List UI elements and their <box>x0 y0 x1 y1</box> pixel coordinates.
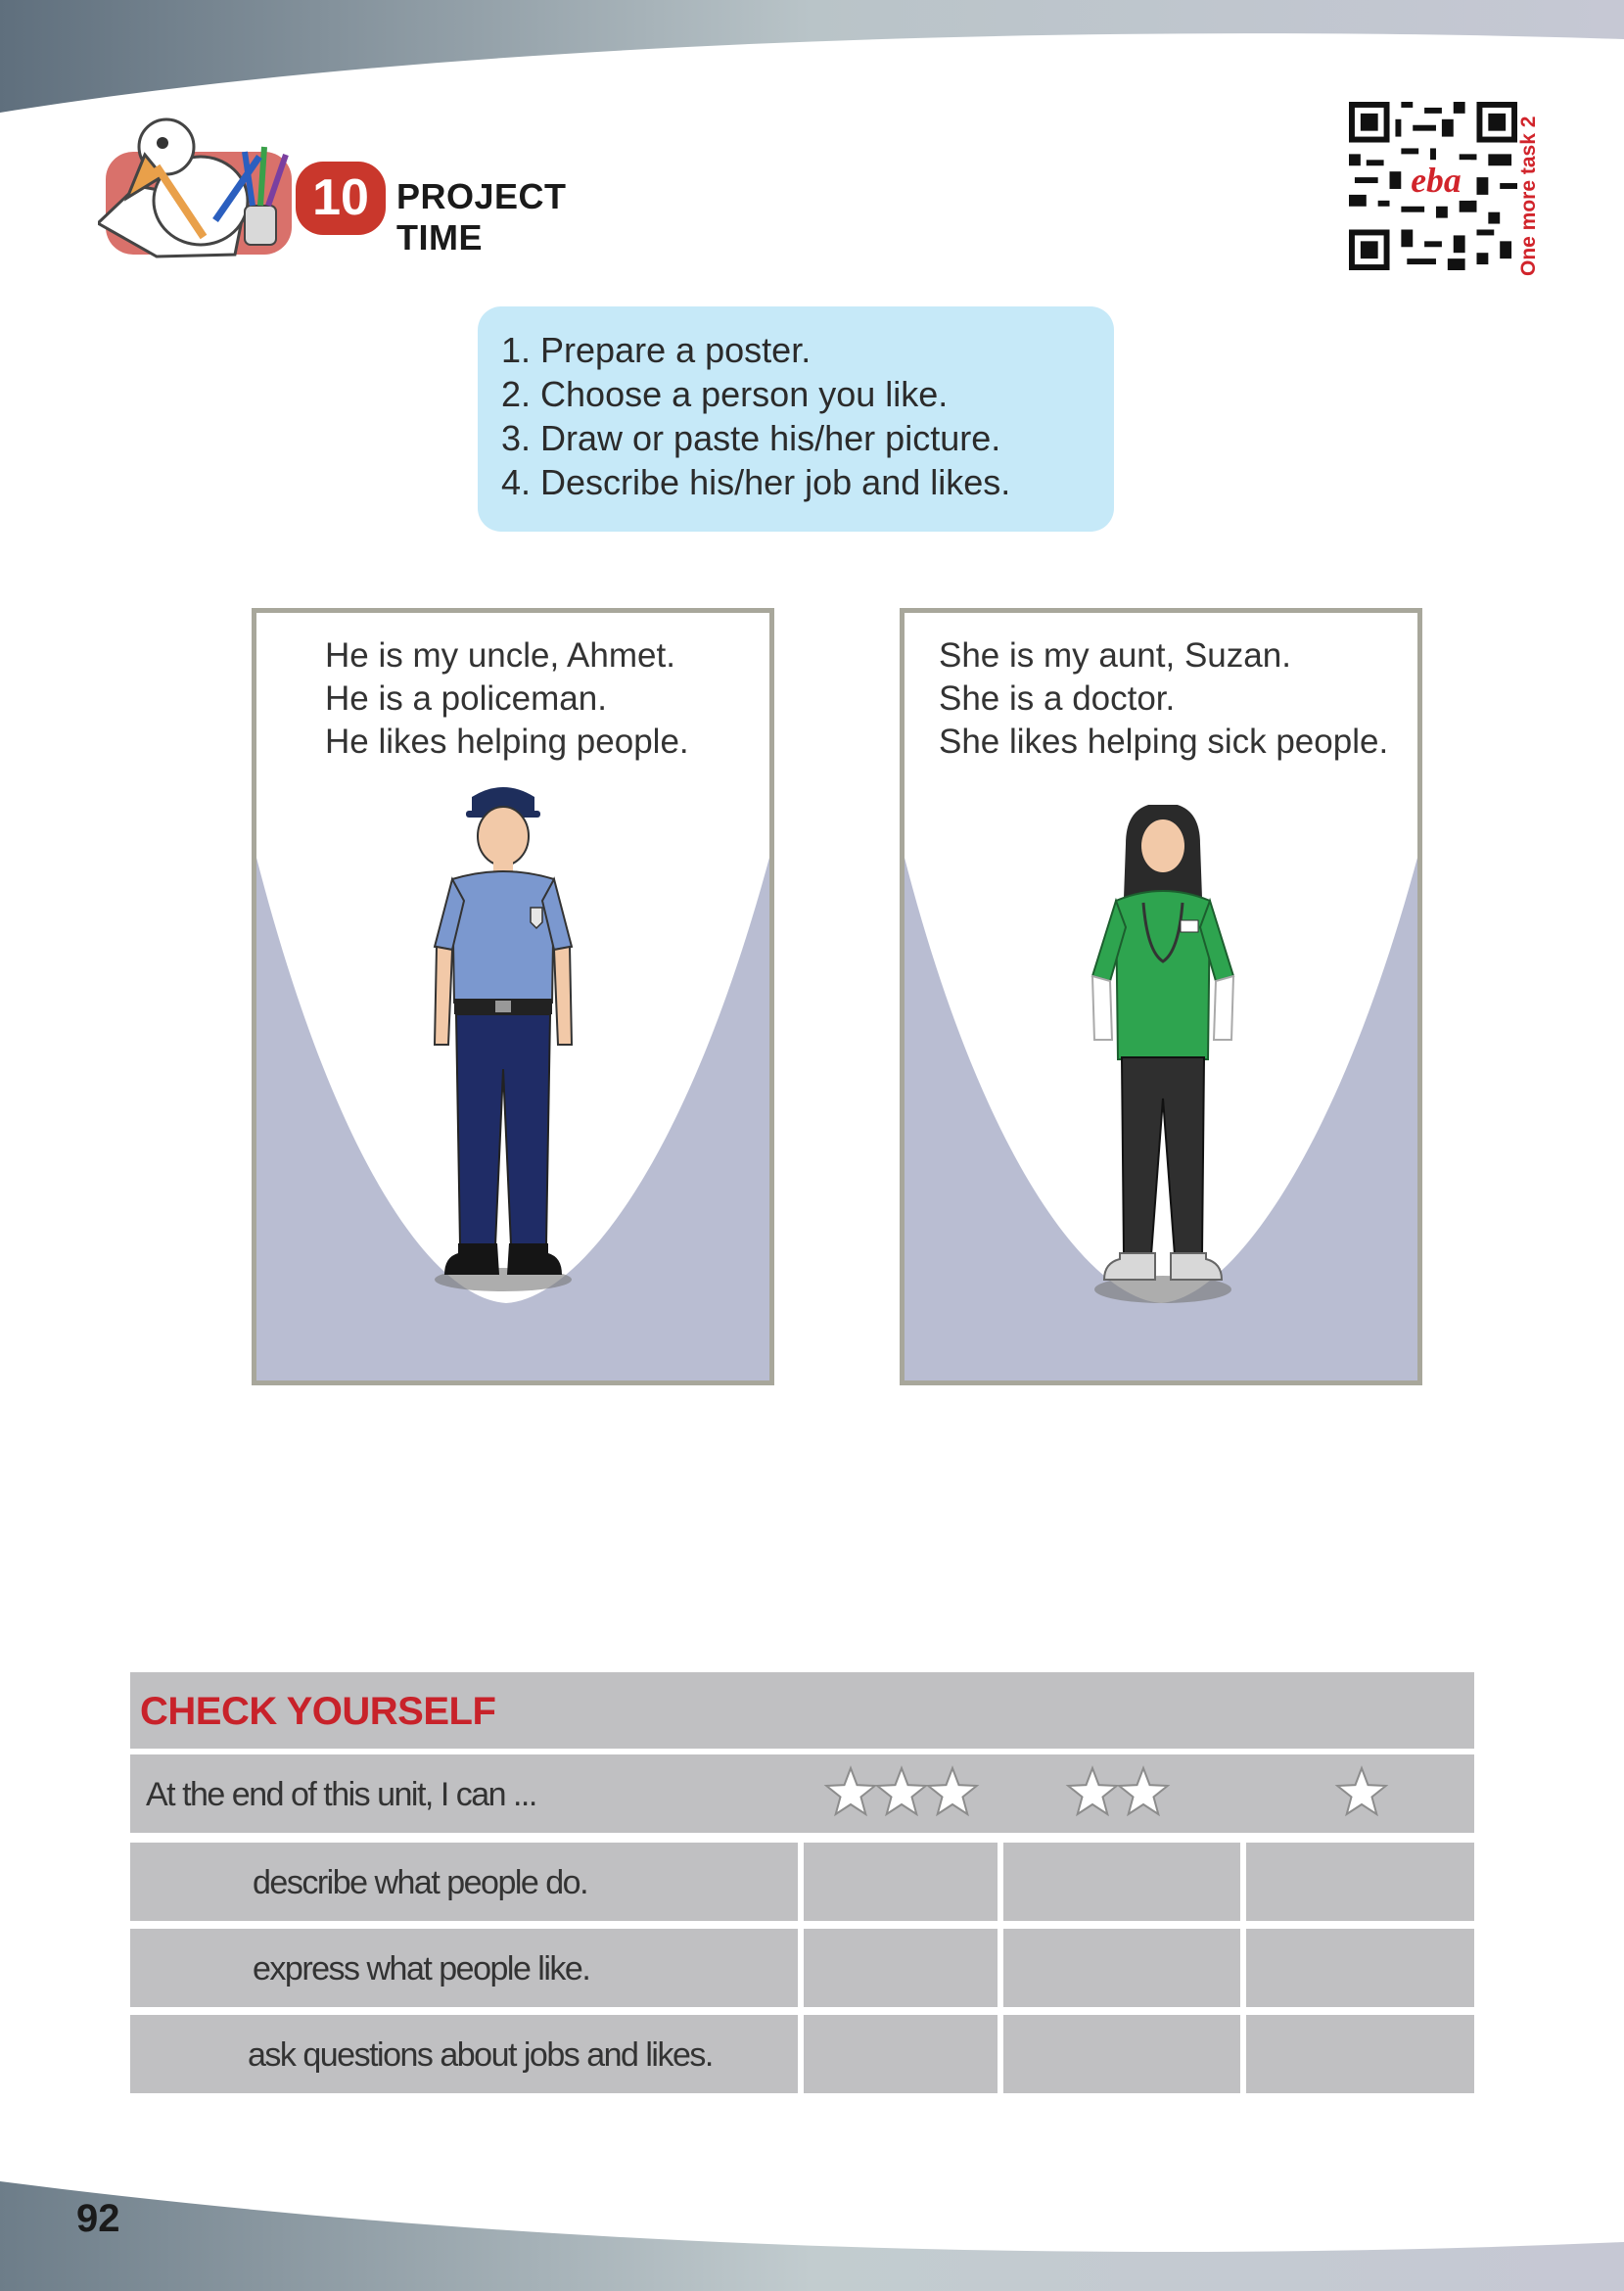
check-yourself-header-row <box>130 1754 1474 1833</box>
item-cell <box>130 2015 798 2093</box>
instruction-line: 3. Draw or paste his/her picture. <box>501 418 1001 458</box>
unit-header <box>98 108 646 264</box>
rating-cell-three-stars[interactable] <box>804 1929 998 2007</box>
rating-cell-two-stars[interactable] <box>1003 1843 1240 1921</box>
qr-code-icon[interactable] <box>1349 102 1517 270</box>
item-text: express what people like. <box>253 1950 590 1987</box>
policeman-card <box>252 608 774 1385</box>
check-yourself-title-row <box>130 1672 1474 1749</box>
rating-cell-two-stars[interactable] <box>1003 1929 1240 2007</box>
two-stars-icon <box>1065 1764 1173 1823</box>
eba-logo-text: eba <box>1411 160 1462 200</box>
star-icon <box>1337 1768 1385 1814</box>
qr-side-label-text: One more task 2 <box>1517 116 1540 276</box>
policeman-illustration <box>405 785 601 1294</box>
pelican-mascot-icon <box>98 108 303 264</box>
item-cell <box>130 1843 798 1921</box>
doctor-card <box>900 608 1422 1385</box>
top-decorative-band <box>0 0 1624 117</box>
instruction-line: 1. Prepare a poster. <box>501 330 812 370</box>
bottom-decorative-band <box>0 2164 1624 2291</box>
three-stars-icon <box>823 1764 980 1823</box>
card-line: He likes helping people. <box>325 723 689 761</box>
instructions-box <box>478 306 1114 532</box>
rating-cell-three-stars[interactable] <box>804 1843 998 1921</box>
card-line: He is a policeman. <box>325 679 607 718</box>
star-icon <box>1119 1768 1167 1814</box>
page-title: PROJECT TIME <box>396 176 567 257</box>
card-line: She is a doctor. <box>939 679 1176 718</box>
card-line: She likes helping sick people. <box>939 723 1389 761</box>
one-star-icon <box>1334 1764 1393 1823</box>
rating-cell-one-star[interactable] <box>1246 1929 1474 2007</box>
rating-cell-one-star[interactable] <box>1246 2015 1474 2093</box>
star-icon <box>826 1768 874 1814</box>
rating-cell-three-stars[interactable] <box>804 2015 998 2093</box>
instruction-line: 2. Choose a person you like. <box>501 374 949 414</box>
item-text: describe what people do. <box>253 1864 588 1901</box>
item-text: ask questions about jobs and likes. <box>248 2036 713 2074</box>
star-icon <box>877 1768 925 1814</box>
check-yourself-title: CHECK YOURSELF <box>140 1690 496 1733</box>
star-icon <box>1068 1768 1116 1814</box>
rating-cell-one-star[interactable] <box>1246 1843 1474 1921</box>
check-yourself-table <box>130 1672 1474 2095</box>
item-cell <box>130 1929 798 2007</box>
card-text <box>939 634 1388 764</box>
star-icon <box>928 1768 976 1814</box>
header-text: At the end of this unit, I can ... <box>146 1776 536 1813</box>
card-line: She is my aunt, Suzan. <box>939 636 1291 675</box>
page-number: 92 <box>76 2197 120 2240</box>
doctor-illustration <box>1065 805 1261 1304</box>
rating-cell-two-stars[interactable] <box>1003 2015 1240 2093</box>
card-line: He is my uncle, Ahmet. <box>325 636 675 675</box>
qr-side-label <box>1509 94 1549 280</box>
card-text <box>325 634 689 764</box>
unit-number-badge: 10 <box>296 162 386 235</box>
instruction-line: 4. Describe his/her job and likes. <box>501 462 1011 502</box>
